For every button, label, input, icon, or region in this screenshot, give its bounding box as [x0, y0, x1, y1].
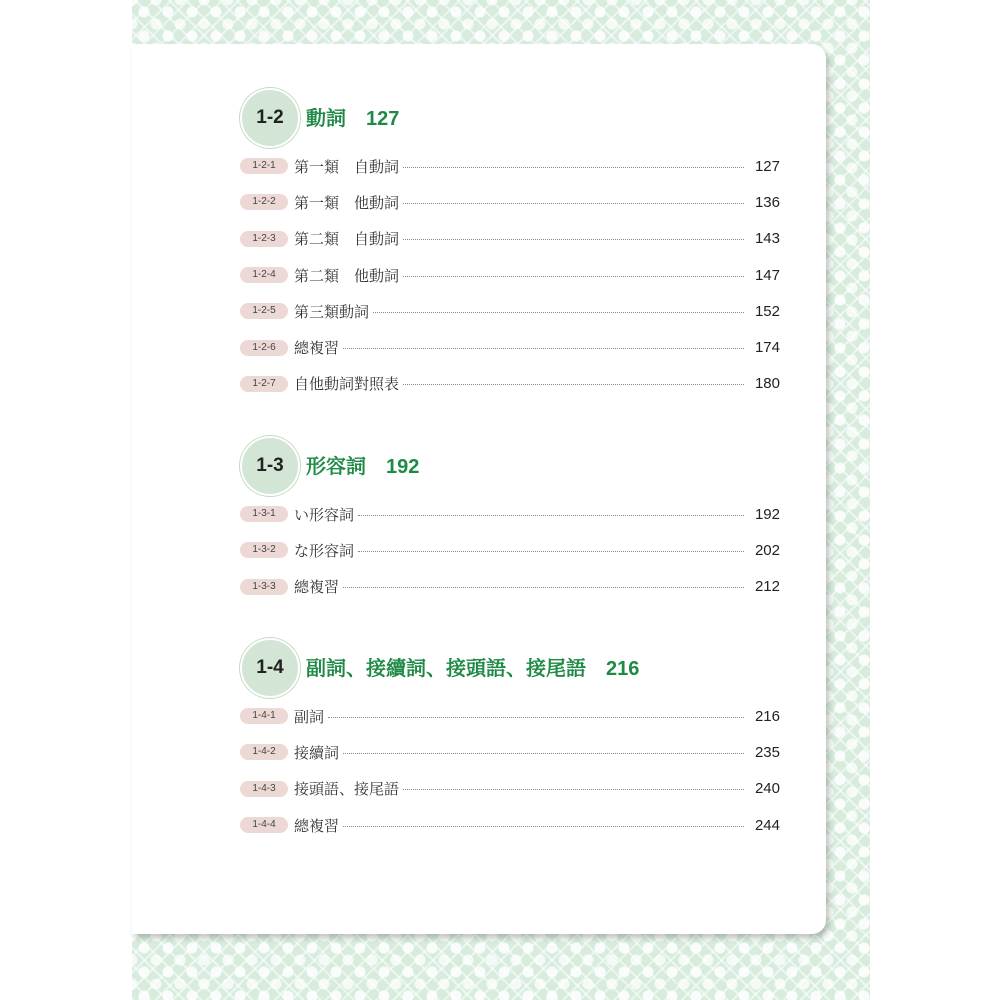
toc-entry[interactable]	[240, 698, 780, 734]
entry-label: 總複習	[294, 339, 340, 358]
entry-page: 174	[754, 339, 780, 357]
section-1-2	[240, 88, 780, 402]
entry-label: 自他動詞對照表	[294, 375, 400, 394]
entry-label: 第二類 自動詞	[294, 230, 400, 249]
entry-label: な形容詞	[294, 541, 355, 560]
entry-page: 240	[754, 780, 780, 798]
toc-entry[interactable]	[240, 807, 780, 843]
entry-page: 152	[754, 302, 780, 320]
dot-leader	[358, 551, 744, 552]
entry-code: 1-2-4	[240, 267, 288, 283]
section-number-badge: 1-3	[240, 436, 300, 496]
entry-code: 1-2-6	[240, 340, 288, 356]
toc-entry[interactable]	[240, 532, 780, 568]
toc-entry[interactable]	[240, 293, 780, 329]
section-header	[240, 638, 780, 698]
section-header	[240, 88, 780, 148]
entry-page: 216	[754, 707, 780, 725]
toc-entry[interactable]	[240, 184, 780, 220]
section-page: 216	[606, 658, 640, 680]
toc-entry[interactable]	[240, 329, 780, 365]
entry-page: 136	[754, 193, 780, 211]
entry-page: 235	[754, 743, 780, 761]
section-number-badge: 1-2	[240, 88, 300, 148]
entry-label: 接頭語、接尾語	[294, 780, 400, 799]
toc-entry[interactable]	[240, 257, 780, 293]
dot-leader	[343, 826, 744, 827]
entry-code: 1-4-4	[240, 817, 288, 833]
dot-leader	[403, 276, 744, 277]
dot-leader	[358, 515, 744, 516]
entry-page: 212	[754, 578, 780, 596]
dot-leader	[343, 587, 744, 588]
entry-label: 總複習	[294, 578, 340, 597]
dot-leader	[403, 203, 744, 204]
section-title-text: 副詞、接續詞、接頭語、接尾語	[306, 656, 586, 680]
section-title-text: 形容詞	[306, 454, 366, 478]
entry-label: 總複習	[294, 816, 340, 835]
section-page: 127	[366, 108, 400, 130]
entry-label: 第一類 自動詞	[294, 157, 400, 176]
entry-code: 1-2-7	[240, 376, 288, 392]
entry-label: い形容詞	[294, 505, 355, 524]
entry-code: 1-2-1	[240, 158, 288, 174]
section-header	[240, 436, 780, 496]
entry-code: 1-3-1	[240, 506, 288, 522]
entry-code: 1-2-5	[240, 303, 288, 319]
dot-leader	[328, 717, 744, 718]
dot-leader	[343, 753, 744, 754]
entry-label: 第二類 他動詞	[294, 266, 400, 285]
toc-entry[interactable]	[240, 569, 780, 605]
entry-label: 副詞	[294, 707, 325, 726]
entry-page: 127	[754, 157, 780, 175]
entry-code: 1-2-2	[240, 194, 288, 210]
section-title-text: 動詞	[306, 106, 346, 130]
entry-label: 第三類動詞	[294, 302, 370, 321]
toc-entry[interactable]	[240, 221, 780, 257]
section-title	[306, 450, 419, 479]
dot-leader	[403, 384, 744, 385]
dot-leader	[373, 312, 744, 313]
entry-code: 1-4-3	[240, 781, 288, 797]
section-number-badge: 1-4	[240, 638, 300, 698]
dot-leader	[403, 167, 744, 168]
toc-entry[interactable]	[240, 496, 780, 532]
toc-entry[interactable]	[240, 148, 780, 184]
entry-label: 第一類 他動詞	[294, 193, 400, 212]
section-1-4	[240, 638, 780, 843]
entry-code: 1-4-1	[240, 708, 288, 724]
entry-code: 1-3-2	[240, 542, 288, 558]
section-1-3	[240, 436, 780, 605]
section-title	[306, 102, 399, 131]
entry-page: 192	[754, 505, 780, 523]
toc-entry[interactable]	[240, 734, 780, 770]
entry-page: 244	[754, 816, 780, 834]
entry-code: 1-4-2	[240, 744, 288, 760]
entry-code: 1-2-3	[240, 231, 288, 247]
entry-label: 接續詞	[294, 743, 340, 762]
dot-leader	[343, 348, 744, 349]
entry-page: 147	[754, 266, 780, 284]
section-title	[306, 652, 639, 681]
entry-page: 202	[754, 541, 780, 559]
section-page: 192	[386, 456, 420, 478]
toc-entry[interactable]	[240, 771, 780, 807]
entry-page: 143	[754, 230, 780, 248]
entry-page: 180	[754, 375, 780, 393]
toc-entry[interactable]	[240, 366, 780, 402]
dot-leader	[403, 789, 744, 790]
dot-leader	[403, 239, 744, 240]
entry-code: 1-3-3	[240, 579, 288, 595]
